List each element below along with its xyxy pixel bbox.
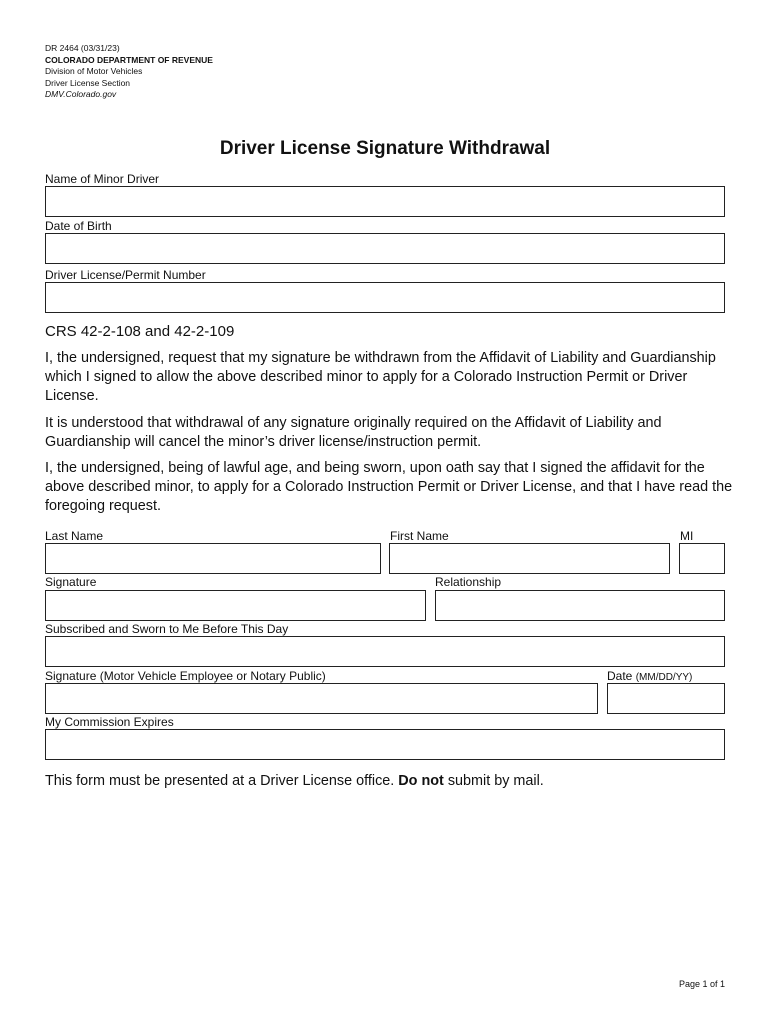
last-name-label: Last Name <box>45 529 104 543</box>
first-name-field[interactable] <box>389 543 670 574</box>
page-number: Page 1 of 1 <box>678 979 725 989</box>
department-name: COLORADO DEPARTMENT OF REVENUE <box>45 54 213 65</box>
official-signature-field[interactable] <box>45 683 598 714</box>
sworn-field[interactable] <box>45 636 725 667</box>
oath-statement: I, the undersigned, being of lawful age, and being sworn, upon oath say that I signed the affidavit for the above described minor, to apply for a Colorado Instruction Permit or Driver License, and that I have read the foregoing request. <box>45 460 733 514</box>
agency-header <box>45 43 213 101</box>
sworn-label: Subscribed and Sworn to Me Before This Day <box>45 622 289 636</box>
license-number-field[interactable] <box>45 282 725 313</box>
mi-label: MI <box>680 529 694 543</box>
statute-reference: CRS 42-2-108 and 42-2-109 <box>45 323 235 340</box>
form-title: Driver License Signature Withdrawal <box>219 138 551 159</box>
last-name-field[interactable] <box>45 543 381 574</box>
submission-note <box>45 773 544 789</box>
official-signature-label: Signature (Motor Vehicle Employee or Notary Public) <box>45 669 326 683</box>
note-emphasis: Do not <box>398 773 444 789</box>
relationship-label: Relationship <box>435 575 502 589</box>
form-number: DR 2464 (03/31/23) <box>45 43 120 53</box>
note-prefix: This form must be presented at a Driver License office. <box>45 773 399 789</box>
withdrawal-statement: I, the undersigned, request that my signature be withdrawn from the Affidavit of Liability and Guardianship which I signed to allow the above described minor to apply for a Colorado Instruction Permit or Driver License. <box>45 350 716 404</box>
date-label <box>607 669 692 683</box>
minor-name-label: Name of Minor Driver <box>45 172 160 186</box>
minor-name-field[interactable] <box>45 186 725 217</box>
cancellation-statement: It is understood that withdrawal of any signature originally required on the Affidavit of Liability and Guardianship will cancel the minor’s driver license/instruction permit. <box>45 415 662 450</box>
commission-expires-field[interactable] <box>45 729 725 760</box>
commission-expires-label: My Commission Expires <box>45 715 174 729</box>
section-name: Driver License Section <box>45 77 131 88</box>
signature-label: Signature <box>45 575 97 589</box>
date-field[interactable] <box>607 683 725 714</box>
dob-label: Date of Birth <box>45 219 112 233</box>
first-name-label: First Name <box>390 529 449 543</box>
website-link[interactable]: DMV.Colorado.gov <box>45 89 117 99</box>
relationship-field[interactable] <box>435 590 725 621</box>
division-name: Division of Motor Vehicles <box>45 66 143 76</box>
mi-field[interactable] <box>679 543 725 574</box>
license-number-label: Driver License/Permit Number <box>45 268 206 282</box>
date-label-text: Date <box>607 669 633 683</box>
date-format-hint: (MM/DD/YY) <box>635 672 693 683</box>
dob-field[interactable] <box>45 233 725 264</box>
note-suffix: submit by mail. <box>443 773 544 789</box>
signature-field[interactable] <box>45 590 426 621</box>
